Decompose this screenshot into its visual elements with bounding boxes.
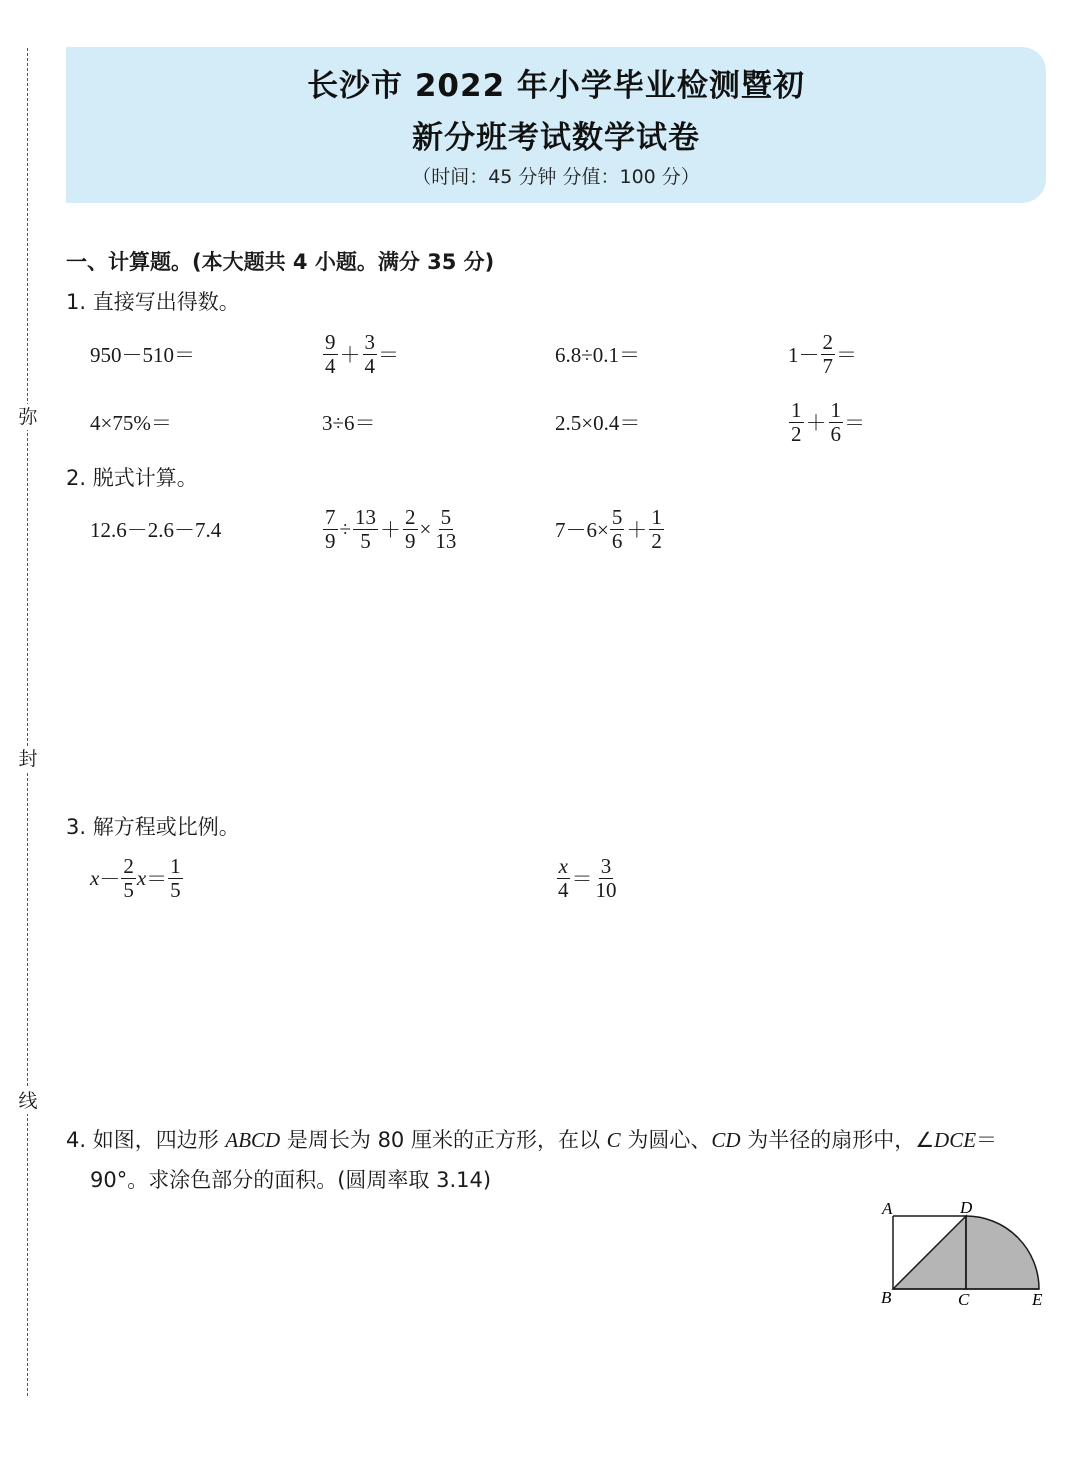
numerator: 1 — [651, 505, 662, 530]
denominator: 7 — [822, 353, 833, 378]
denominator: 9 — [325, 528, 336, 553]
q4-text: 为圆心、 — [620, 1128, 712, 1152]
q1-item-c — [555, 326, 640, 382]
question-1-label: 1. 直接写出得数。 — [66, 290, 240, 314]
numerator: 1 — [791, 398, 802, 423]
q1-item-a-text: 950－510＝ — [90, 343, 195, 367]
q1-item-c-text: 6.8÷0.1＝ — [555, 343, 641, 367]
exam-time-score: （时间：45 分钟 分值：100 分） — [412, 166, 700, 188]
shaded-triangle — [893, 1216, 966, 1289]
equals-sign: ＝ — [146, 867, 168, 891]
numerator: 3 — [364, 330, 375, 355]
numerator: 13 — [355, 505, 377, 530]
q2-item-a — [90, 501, 221, 557]
fraction — [121, 855, 136, 900]
operator: ＋ — [626, 518, 648, 542]
numerator: x — [558, 854, 568, 879]
shaded-sector — [966, 1216, 1039, 1289]
question-3-label: 3. 解方程或比例。 — [66, 815, 240, 839]
q3-proportion-b — [555, 850, 620, 906]
exam-title-line2: 新分班考试数学试卷 — [412, 120, 700, 156]
q4-text: 为半径的扇形中，∠ — [740, 1128, 935, 1152]
numerator: 2 — [822, 330, 833, 355]
question-4-text — [66, 1120, 1046, 1200]
denominator: 2 — [791, 421, 802, 446]
numerator: 2 — [405, 505, 416, 530]
numerator: 5 — [440, 505, 452, 530]
equals-sign: ＝ — [844, 411, 865, 435]
fraction — [829, 399, 844, 444]
numerator: 5 — [611, 505, 623, 530]
denominator: 4 — [558, 877, 569, 902]
q1-item-e-text: 4×75%＝ — [90, 411, 172, 435]
q1-item-g — [555, 394, 640, 450]
fraction — [556, 855, 571, 900]
label-d: D — [960, 1198, 973, 1217]
section-heading: 一、计算题。(本大题共 4 小题。满分 35 分) — [66, 250, 495, 274]
denominator: 13 — [435, 528, 457, 553]
denominator: 5 — [360, 528, 371, 553]
operator: ＋ — [339, 343, 361, 367]
denominator: 4 — [325, 353, 336, 378]
q4-abcd: ABCD — [225, 1128, 281, 1152]
q3-equation-a — [90, 850, 184, 906]
q4-c: C — [606, 1128, 621, 1152]
denominator: 5 — [170, 877, 181, 902]
equals-sign: ＝ — [571, 867, 593, 891]
q4-text: ＝ — [976, 1128, 998, 1152]
fraction — [649, 506, 664, 551]
operator: × — [419, 516, 432, 541]
operator: ＋ — [380, 518, 402, 542]
denominator: 4 — [364, 353, 375, 378]
fraction — [594, 855, 619, 900]
fraction — [168, 855, 183, 900]
q1-item-e — [90, 394, 172, 450]
exam-title-line1: 长沙市 2022 年小学毕业检测暨初 — [307, 68, 805, 104]
q4-cd: CD — [711, 1128, 741, 1152]
q4-text: 4. 如图，四边形 — [66, 1128, 226, 1152]
numerator: 2 — [123, 854, 134, 879]
q2-item-c-pre: 7－6× — [555, 518, 609, 542]
numerator: 1 — [170, 854, 181, 879]
numerator: 9 — [325, 330, 336, 355]
fraction — [403, 506, 418, 551]
numerator: 7 — [325, 505, 336, 530]
fraction — [610, 506, 625, 551]
q2-item-a-text: 12.6－2.6－7.4 — [90, 518, 222, 542]
numerator: 1 — [830, 398, 841, 423]
denominator: 5 — [123, 877, 134, 902]
denominator: 10 — [595, 877, 617, 902]
variable-x: x — [90, 865, 100, 890]
question-4-line2: 90°。求涂色部分的面积。(圆周率取 3.14) — [90, 1168, 492, 1192]
fraction — [323, 506, 338, 551]
label-a: A — [882, 1199, 893, 1218]
fraction — [821, 331, 836, 376]
q1-item-g-text: 2.5×0.4＝ — [555, 411, 641, 435]
operator: ÷ — [339, 516, 352, 541]
q2-item-b — [322, 501, 459, 557]
label-c: C — [958, 1290, 970, 1309]
question-4-line1 — [66, 1120, 1046, 1160]
q4-dce: DCE — [934, 1128, 977, 1152]
operator: ＋ — [805, 411, 827, 435]
equals-sign: ＝ — [378, 343, 399, 367]
denominator: 9 — [405, 528, 416, 553]
seal-char-feng: 封 — [15, 746, 41, 772]
fraction — [363, 331, 378, 376]
q1-item-a — [90, 326, 195, 382]
geometry-figure — [870, 1195, 1060, 1320]
fraction — [323, 331, 338, 376]
operator: － — [99, 867, 121, 891]
q2-item-c — [555, 501, 665, 557]
seal-dashed-line — [27, 48, 28, 1396]
denominator: 6 — [611, 528, 623, 553]
q1-item-d-pre: 1－ — [788, 343, 820, 367]
question-2-label: 2. 脱式计算。 — [66, 466, 198, 490]
q1-item-f — [322, 394, 376, 450]
q4-text: 是周长为 80 厘米的正方形，在以 — [280, 1128, 607, 1152]
label-e: E — [1032, 1290, 1043, 1309]
q1-item-f-text: 3÷6＝ — [322, 411, 376, 435]
numerator: 3 — [600, 854, 612, 879]
q1-item-d — [788, 326, 857, 382]
label-b: B — [881, 1288, 892, 1307]
q1-item-h — [788, 394, 865, 450]
equals-sign: ＝ — [836, 343, 857, 367]
denominator: 2 — [651, 528, 662, 553]
q1-item-b — [322, 326, 399, 382]
variable-x: x — [136, 865, 147, 890]
seal-char-mi: 弥 — [15, 404, 41, 430]
fraction — [353, 506, 378, 551]
denominator: 6 — [830, 421, 841, 446]
fraction — [433, 506, 458, 551]
seal-char-xian: 线 — [15, 1088, 41, 1114]
fraction — [789, 399, 804, 444]
